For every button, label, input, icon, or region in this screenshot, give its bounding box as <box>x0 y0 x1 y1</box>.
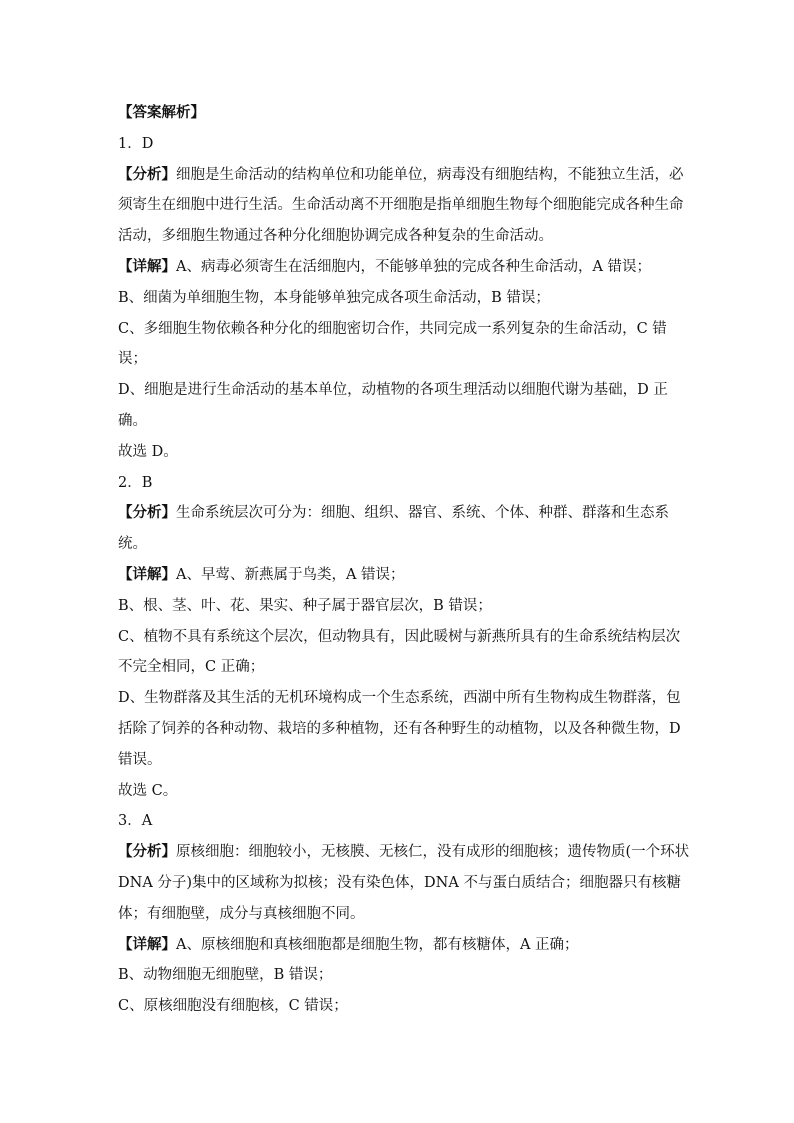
answer-document <box>118 98 690 1022</box>
analysis-text: 统。 <box>118 536 147 553</box>
detail-text: 故选 C。 <box>118 782 178 799</box>
analysis-line <box>118 190 684 221</box>
detail-text: 错误。 <box>118 751 162 768</box>
analysis-text: 须寄生在细胞中进行生活。生命活动离不开细胞是指单细胞生物每个细胞能完成各种生命 <box>118 197 684 214</box>
detail-text: C、原核细胞没有细胞核，C 错误； <box>118 998 348 1015</box>
detail-text: 不完全相同，C 正确； <box>118 659 265 676</box>
detail-text: 故选 D。 <box>118 443 178 460</box>
analysis-tag: 【分析】 <box>118 165 176 183</box>
analysis-text: 细胞是生命活动的结构单位和功能单位，病毒没有细胞结构，不能独立生活，必 <box>176 166 684 183</box>
detail-line <box>118 683 681 714</box>
answer-number: 2．B <box>118 474 153 491</box>
answer-item <box>118 806 690 1022</box>
detail-text: C、植物不具有系统这个层次，但动物具有，因此暖树与新燕所具有的生命系统结构层次 <box>118 628 681 645</box>
analysis-tag: 【分析】 <box>118 504 176 522</box>
analysis-text: 原核细胞：细胞较小，无核膜、无核仁，没有成形的细胞核；遗传物质(一个环状 <box>176 844 690 861</box>
detail-line <box>118 930 678 961</box>
detail-line <box>118 991 678 1022</box>
answer-number: 3．A <box>118 813 153 830</box>
detail-line <box>118 437 678 468</box>
detail-tag: 【详解】 <box>118 565 176 583</box>
detail-line <box>118 652 678 683</box>
detail-text: A、原核细胞和真核细胞都是细胞生物，都有核糖体，A 正确； <box>176 936 579 953</box>
detail-text: B、动物细胞无细胞壁，B 错误； <box>118 967 333 984</box>
detail-line <box>118 314 678 345</box>
detail-text: 误； <box>118 351 147 368</box>
detail-text: 确。 <box>118 412 147 429</box>
detail-text: A、病毒必须寄生在活细胞内，不能够单独的完成各种生命活动，A 错误； <box>176 258 652 275</box>
detail-line <box>118 960 678 991</box>
answer-item <box>118 468 681 807</box>
analysis-line <box>118 498 678 529</box>
detail-line <box>118 252 678 283</box>
analysis-line <box>118 529 678 560</box>
detail-tag: 【详解】 <box>118 935 176 953</box>
analysis-tag: 【分析】 <box>118 843 176 861</box>
detail-text: 括除了饲养的各种动物、栽培的多种植物，还有各种野生的动植物，以及各种微生物，D <box>118 720 681 737</box>
analysis-line <box>118 899 678 930</box>
analysis-line <box>118 221 678 252</box>
analysis-line <box>118 160 684 191</box>
detail-line <box>118 714 681 745</box>
analysis-text: 体；有细胞壁，成分与真核细胞不同。 <box>118 905 365 922</box>
detail-text: D、生物群落及其生活的无机环境构成一个生态系统，西湖中所有生物构成生物群落，包 <box>118 690 681 707</box>
analysis-text: 活动，多细胞生物通过各种分化细胞协调完成各种复杂的生命活动。 <box>118 228 553 245</box>
detail-line <box>118 406 678 437</box>
detail-text: B、细菌为单细胞生物，本身能够单独完成各项生命活动，B 错误； <box>118 289 550 306</box>
detail-line <box>118 344 678 375</box>
detail-text: C、多细胞生物依赖各种分化的细胞密切合作，共同完成一系列复杂的生命活动，C 错 <box>118 320 667 337</box>
detail-tag: 【详解】 <box>118 257 176 275</box>
detail-line <box>118 375 678 406</box>
section-header: 【答案解析】 <box>118 104 205 121</box>
detail-line <box>118 622 681 653</box>
detail-line <box>118 560 678 591</box>
detail-line <box>118 776 678 807</box>
analysis-line <box>118 837 690 868</box>
analysis-text: DNA 分子)集中的区域称为拟核；没有染色体，DNA 不与蛋白质结合；细胞器只有核糖 <box>118 874 681 891</box>
detail-text: A、早莺、新燕属于鸟类，A 错误； <box>176 566 405 583</box>
detail-line <box>118 745 678 776</box>
analysis-text: 生命系统层次可分为：细胞、组织、器官、系统、个体、种群、群落和生态系 <box>176 505 669 522</box>
answer-items <box>118 129 690 1022</box>
detail-line <box>118 283 678 314</box>
detail-text: B、根、茎、叶、花、果实、种子属于器官层次，B 错误； <box>118 597 492 614</box>
analysis-line <box>118 868 681 899</box>
answer-number: 1．D <box>118 135 154 152</box>
detail-text: D、细胞是进行生命活动的基本单位，动植物的各项生理活动以细胞代谢为基础，D 正 <box>118 382 668 399</box>
answer-item <box>118 129 684 468</box>
detail-line <box>118 591 678 622</box>
